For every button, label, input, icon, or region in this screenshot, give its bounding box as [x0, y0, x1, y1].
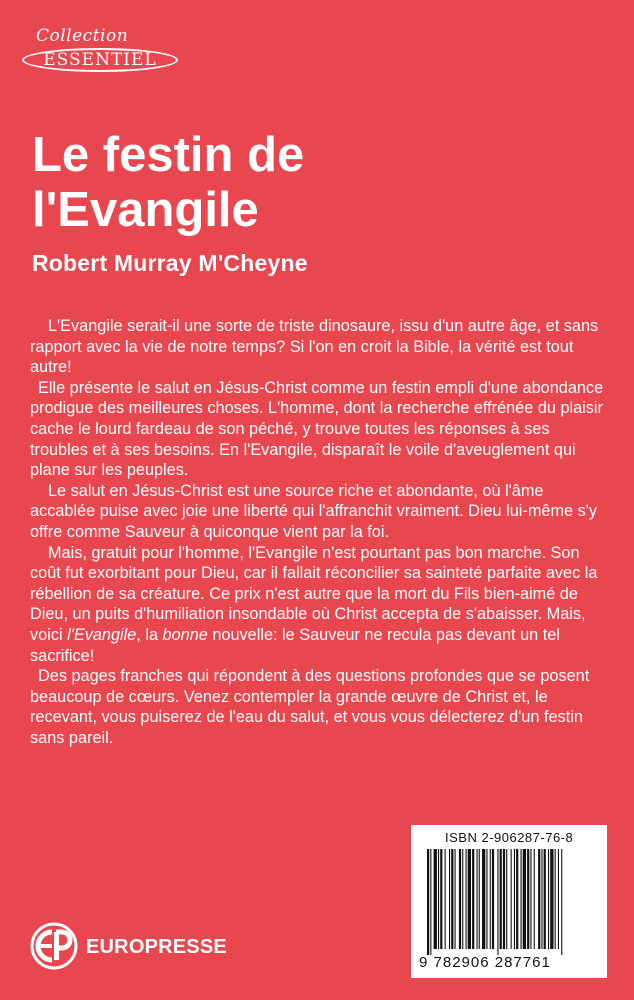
barcode-bar — [449, 849, 450, 949]
back-cover-blurb — [30, 316, 608, 748]
barcode-bar — [541, 849, 542, 949]
barcode-bar — [534, 849, 535, 949]
barcode-bar — [555, 849, 556, 949]
barcode-bar — [472, 849, 474, 949]
barcode-bar — [516, 849, 518, 949]
publisher-name: EUROPRESSE — [86, 936, 227, 958]
book-title — [32, 128, 592, 238]
blurb-paragraph-3: Le salut en Jésus-Christ est une source riche et abondante, où l'âme accablée puise avec joie une liberté qui l'affranchit vraiment. Dieu lui-même s'y offre comme Sauveur à quiconque vient par la foi. — [30, 481, 597, 541]
barcode-bar — [503, 849, 505, 949]
blurb-p4-part-b: , la — [136, 625, 163, 644]
barcode-bar — [459, 849, 461, 949]
barcode-bar — [479, 849, 480, 949]
barcode-bar — [440, 849, 442, 949]
barcode-label — [411, 825, 607, 978]
barcode-bar — [427, 849, 429, 955]
barcode-bar — [497, 849, 498, 955]
barcode-bar — [486, 849, 487, 949]
barcode-bar — [548, 849, 549, 949]
barcode-bar — [561, 849, 562, 955]
barcode-bar — [514, 849, 515, 949]
book-author: Robert Murray M'Cheyne — [32, 250, 308, 276]
blurb-p4-emphasis-evangile: l'Evangile — [67, 625, 137, 644]
barcode-bar — [558, 849, 559, 949]
barcode-bar — [511, 849, 512, 949]
series-logo — [22, 26, 182, 82]
barcode-bar — [490, 849, 491, 949]
blurb-paragraph-1: L'Evangile serait-il une sorte de triste dinosaure, issu d'un autre âge, et sans rapport avec la vie de notre temps? Si l'on en croit la Bible, la vérité est tout autre! — [30, 317, 599, 377]
barcode-bar — [445, 849, 446, 949]
barcode-bar — [462, 849, 463, 949]
book-title-line-1: Le festin de — [32, 128, 305, 182]
blurb-p4-part-a: Mais, gratuit pour l'homme, l'Evangile n'est pourtant pas bon marche. Son coût fut exorbitant pour Dieu, car il fallait réconcilier sa sainteté parfaite avec la rébellion de sa créature. Ce prix n'est autre que la mort du Fils bien-aimé de Dieu, un puits d'humiliation insondable où Christ accepta de s'abaisser. Mais, voici — [30, 543, 598, 644]
blurb-paragraph-4 — [30, 543, 608, 667]
barcode-bar — [466, 849, 467, 949]
barcode-bar — [544, 849, 546, 949]
barcode-bar — [455, 849, 456, 949]
isbn-text: ISBN 2-906287-76-8 — [445, 830, 574, 845]
barcode-bar — [438, 849, 439, 949]
barcode-bar — [523, 849, 526, 949]
barcode-bar — [468, 849, 471, 949]
barcode-bar — [434, 849, 437, 949]
barcode-bar — [430, 849, 431, 955]
europresse-logo-icon — [30, 922, 78, 970]
blurb-paragraph-2: Elle présente le salut en Jésus-Christ comme un festin empli d'une abondance prodigue des meilleures choses. L'homme, dont la recherche effrénée du plaisir cache le lourd fardeau de son péché, y trouve toutes les réponses à ses troubles et à ses besoins. En l'Evangile, disparaît le voile d'aveuglement qui plane sur les peuples. — [30, 378, 604, 480]
blurb-p4-emphasis-bonne: bonne — [162, 625, 208, 644]
barcode-bar — [482, 849, 485, 949]
series-essentiel-label: ESSENTIEL — [22, 48, 178, 72]
barcode-bar — [527, 849, 529, 949]
series-collection-label: Collection — [36, 26, 129, 46]
barcode-bar — [451, 849, 453, 949]
barcode-bar — [477, 849, 478, 949]
barcode-bar — [500, 849, 502, 949]
barcode-bar — [530, 849, 531, 949]
barcode-bar — [521, 849, 522, 949]
publisher — [30, 922, 250, 972]
barcode-bar — [492, 849, 494, 949]
blurb-p4-part-c: nouvelle: le Sauveur ne recula pas devant un tel sacrifice! — [30, 625, 560, 665]
barcode-digits: 9 782906 287761 — [419, 954, 551, 971]
blurb-paragraph-5: Des pages franches qui répondent à des questions profondes que se posent beaucoup de cœurs. Venez contempler la grande œuvre de Christ et, le recevant, vous puiserez de l'eau du salut, et vous vous délecterez d'un festin sans pareil. — [30, 667, 590, 747]
barcode-bar — [538, 849, 540, 949]
barcode-bars — [427, 849, 597, 959]
book-title-line-2: l'Evangile — [32, 183, 259, 237]
barcode-bar — [550, 849, 553, 949]
barcode-bar — [506, 849, 507, 949]
